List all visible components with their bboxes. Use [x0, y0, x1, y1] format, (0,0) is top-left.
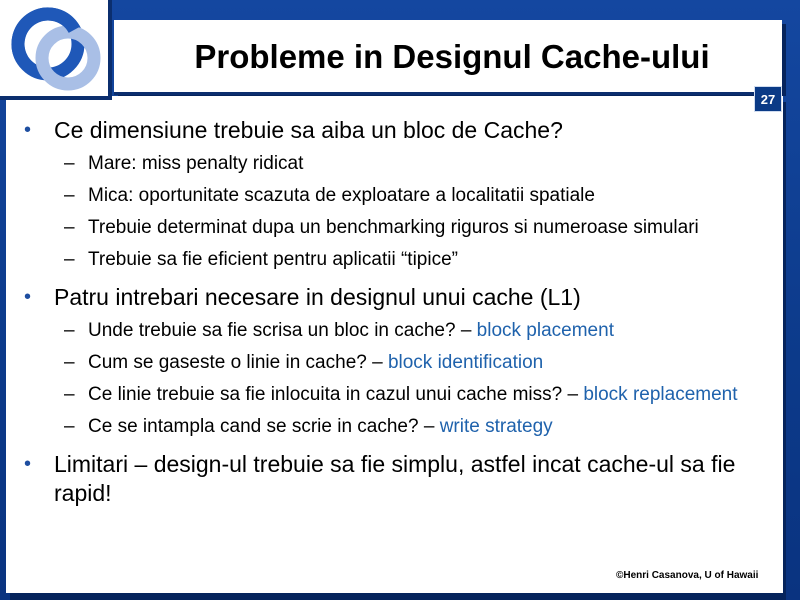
highlight-term: block identification [387, 352, 544, 373]
sub-bullet-item [24, 381, 764, 408]
sub-bullet-item [24, 317, 764, 344]
en-dash: – [64, 153, 75, 174]
bullet-dot: • [24, 286, 32, 308]
en-dash: – [64, 384, 75, 405]
bullet-item [24, 283, 764, 312]
slide-content [24, 116, 764, 508]
logo-box [0, 0, 112, 100]
sub-bullet-item [24, 349, 764, 376]
bullet-text: Ce dimensiune trebuie sa aiba un bloc de Cache? [54, 117, 563, 143]
bullet-item [24, 450, 764, 508]
bullet-dot: • [24, 119, 32, 141]
bullet-text: Limitari – design-ul trebuie sa fie simplu, astfel incat cache-ul sa fie rapid! [54, 451, 736, 506]
sub-bullet-text: Mica: oportunitate scazuta de exploatare a localitatii spatiale [88, 185, 595, 206]
sub-bullet-text: Cum se gaseste o linie in cache? – [88, 352, 388, 373]
bullet-item [24, 116, 764, 145]
title-bar [114, 20, 782, 95]
sub-bullet-text: Trebuie determinat dupa un benchmarking riguros si numeroase simulari [88, 217, 699, 238]
slide-title: Probleme in Designul Cache-ului [194, 38, 710, 75]
en-dash: – [64, 185, 75, 206]
sub-bullet-text: Mare: miss penalty ridicat [88, 153, 304, 174]
en-dash: – [64, 249, 75, 270]
sub-bullet-text: Ce linie trebuie sa fie inlocuita in cazul unui cache miss? – [88, 384, 584, 405]
sub-bullet-item [24, 150, 764, 177]
en-dash: – [64, 320, 75, 341]
bullet-dot: • [24, 453, 32, 475]
highlight-term: write strategy [439, 416, 553, 437]
sub-bullet-item [24, 214, 764, 241]
en-dash: – [64, 416, 75, 437]
en-dash: – [64, 217, 75, 238]
page-number: 27 [754, 86, 782, 112]
credit-text: ©Henri Casanova, U of Hawaii [616, 570, 759, 581]
bullet-text: Patru intrebari necesare in designul unui cache (L1) [54, 284, 581, 310]
logo-icon [10, 6, 102, 92]
sub-bullet-item [24, 182, 764, 209]
highlight-term: block replacement [583, 384, 738, 405]
sub-bullet-text: Unde trebuie sa fie scrisa un bloc in cache? – [88, 320, 477, 341]
sub-bullet-text: Trebuie sa fie eficient pentru aplicatii “tipice” [88, 249, 458, 270]
sub-bullet-text: Ce se intampla cand se scrie in cache? – [88, 416, 440, 437]
highlight-term: block placement [476, 320, 614, 341]
sub-bullet-item [24, 413, 764, 440]
en-dash: – [64, 352, 75, 373]
sub-bullet-item [24, 246, 764, 273]
